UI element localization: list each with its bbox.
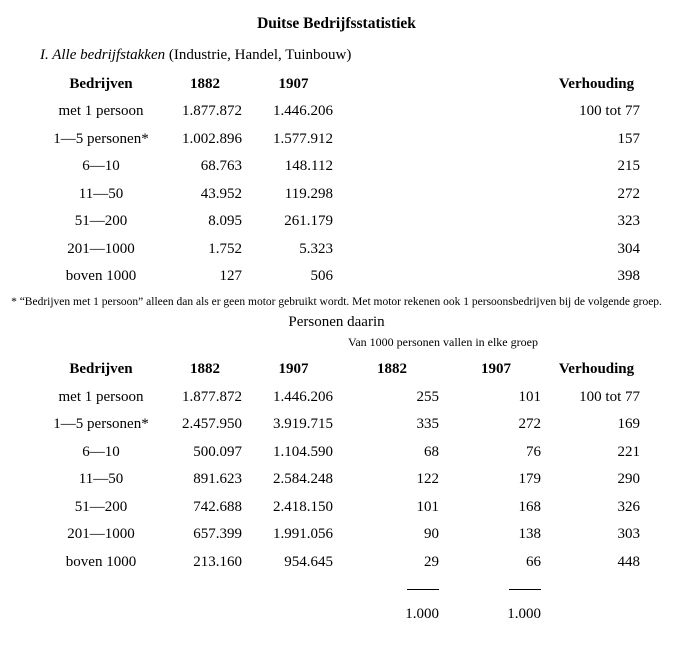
cell [445,153,547,181]
personen-table [40,356,646,627]
table-row [40,466,646,494]
cell [248,576,339,602]
cell: 506 [310,268,333,285]
column-header-per1000-1907: 1907 [481,361,511,377]
column-header-1907: 1907 [278,75,309,92]
cell: 261.179 [284,213,333,230]
table-row [40,549,646,577]
cell: 303 [617,526,640,543]
cell [445,181,547,209]
table-row [40,494,646,522]
cell [248,602,339,626]
cell: 335 [416,416,439,433]
cell [339,236,445,264]
cell: 3.919.715 [273,416,333,433]
cell: 66 [526,553,541,570]
cell: 1.002.896 [182,130,242,147]
cell: 29 [424,553,439,570]
cell: 5.323 [299,240,333,257]
cell [339,153,445,181]
cell: 221 [617,443,640,460]
cell: 119.298 [284,185,333,202]
cell [445,98,547,126]
cell: 6—10 [82,443,120,460]
cell: 127 [219,268,242,285]
cell: 101 [518,388,541,405]
cell: 255 [416,388,439,405]
cell: 43.952 [200,185,242,202]
cell: 272 [617,185,640,202]
table-row [40,126,646,154]
cell: 168 [518,498,541,515]
cell [445,208,547,236]
cell: 8.095 [208,213,242,230]
personen-daarin-title: Personen daarin [288,313,385,330]
cell: 1.877.872 [182,388,242,405]
cell: 326 [617,498,640,515]
cell: 215 [617,158,640,175]
cell: 1.577.912 [273,130,333,147]
sum-line [509,589,541,590]
column-header-1907: 1907 [278,361,309,377]
section-heading [40,47,673,64]
cell: 101 [416,498,439,515]
cell: 2.457.950 [182,416,242,433]
cell [445,576,547,602]
cell: 100 tot 77 [579,388,640,405]
cell: 1.446.206 [273,388,333,405]
cell: 272 [518,416,541,433]
cell: 304 [617,240,640,257]
cell: 90 [424,526,439,543]
cell: 179 [518,471,541,488]
cell: boven 1000 [65,268,137,285]
cell [547,576,646,602]
column-header-1882: 1882 [190,75,220,92]
cell [339,576,445,602]
totals-row [40,602,646,626]
cell: 1.991.056 [273,526,333,543]
cell [339,181,445,209]
cell: 51—200 [74,213,128,230]
total-1882: 1.000 [405,605,439,622]
per-1000-subheader: Van 1000 personen vallen in elke groep [348,334,538,349]
column-header-per1000-1882: 1882 [377,361,407,377]
cell: 1.877.872 [182,103,242,120]
cell [339,208,445,236]
cell: 323 [617,213,640,230]
cell [339,126,445,154]
cell: 201—1000 [67,240,135,257]
cell: 169 [617,416,640,433]
table1-footnote: * “Bedrijven met 1 persoon” alleen dan als er geen motor gebruikt wordt. Met motor rekenen ook 1 persoonsbedrijven bij de volgende groep. [11,295,662,308]
cell [162,576,248,602]
cell [445,126,547,154]
cell: 1.752 [208,240,242,257]
cell: 2.418.150 [273,498,333,515]
cell [547,602,646,626]
table2-header-row [40,356,646,384]
table-row [40,439,646,467]
cell: 157 [617,130,640,147]
sum-line [407,589,439,590]
section-heading-rest: (Industrie, Handel, Tuinbouw) [165,47,352,63]
cell: 201—1000 [67,526,135,543]
cell [40,602,162,626]
column-header-empty [445,70,547,98]
cell: 11—50 [78,185,124,202]
cell: met 1 persoon [58,388,144,405]
section-heading-italic: I. Alle bedrijfstakken [40,47,166,63]
cell: 1—5 personen* [53,416,149,433]
cell: 6—10 [82,158,120,175]
cell: 954.645 [284,553,333,570]
cell: 891.623 [193,471,242,488]
bedrijven-table [40,70,646,291]
cell: met 1 persoon [58,103,144,120]
column-header-verhouding: Verhouding [558,75,635,92]
table-row [40,263,646,291]
cell: 213.160 [193,553,242,570]
sum-line-row [40,576,646,602]
cell: 122 [416,471,439,488]
cell: 68 [424,443,439,460]
column-header-bedrijven: Bedrijven [69,75,133,92]
page-title: Duitse Bedrijfsstatistiek [257,15,416,32]
table-row [40,208,646,236]
cell: 51—200 [74,498,128,515]
total-1907: 1.000 [507,605,541,622]
column-header-1882: 1882 [190,361,220,377]
cell: 500.097 [193,443,242,460]
cell: 1.446.206 [273,103,333,120]
cell: 11—50 [78,471,124,488]
cell: 148.112 [284,158,333,175]
table-row [40,181,646,209]
table-row [40,521,646,549]
table-row [40,153,646,181]
cell: 657.399 [193,526,242,543]
cell: 398 [617,268,640,285]
cell [162,602,248,626]
cell: 1.104.590 [273,443,333,460]
table1-header-row [40,70,646,98]
cell: 76 [526,443,541,460]
column-header-empty [339,70,445,98]
column-header-bedrijven: Bedrijven [69,361,133,377]
column-header-verhouding: Verhouding [558,361,635,377]
table-row [40,411,646,439]
cell [339,263,445,291]
cell: 1—5 personen* [53,130,149,147]
cell: boven 1000 [65,553,137,570]
cell [445,263,547,291]
cell: 68.763 [200,158,242,175]
cell: 100 tot 77 [579,103,640,120]
cell: 2.584.248 [273,471,333,488]
cell: 138 [518,526,541,543]
cell [339,98,445,126]
table-row [40,98,646,126]
cell: 448 [617,553,640,570]
table-row [40,236,646,264]
cell [40,576,162,602]
cell [445,236,547,264]
table-row [40,384,646,412]
cell: 742.688 [193,498,242,515]
cell: 290 [617,471,640,488]
